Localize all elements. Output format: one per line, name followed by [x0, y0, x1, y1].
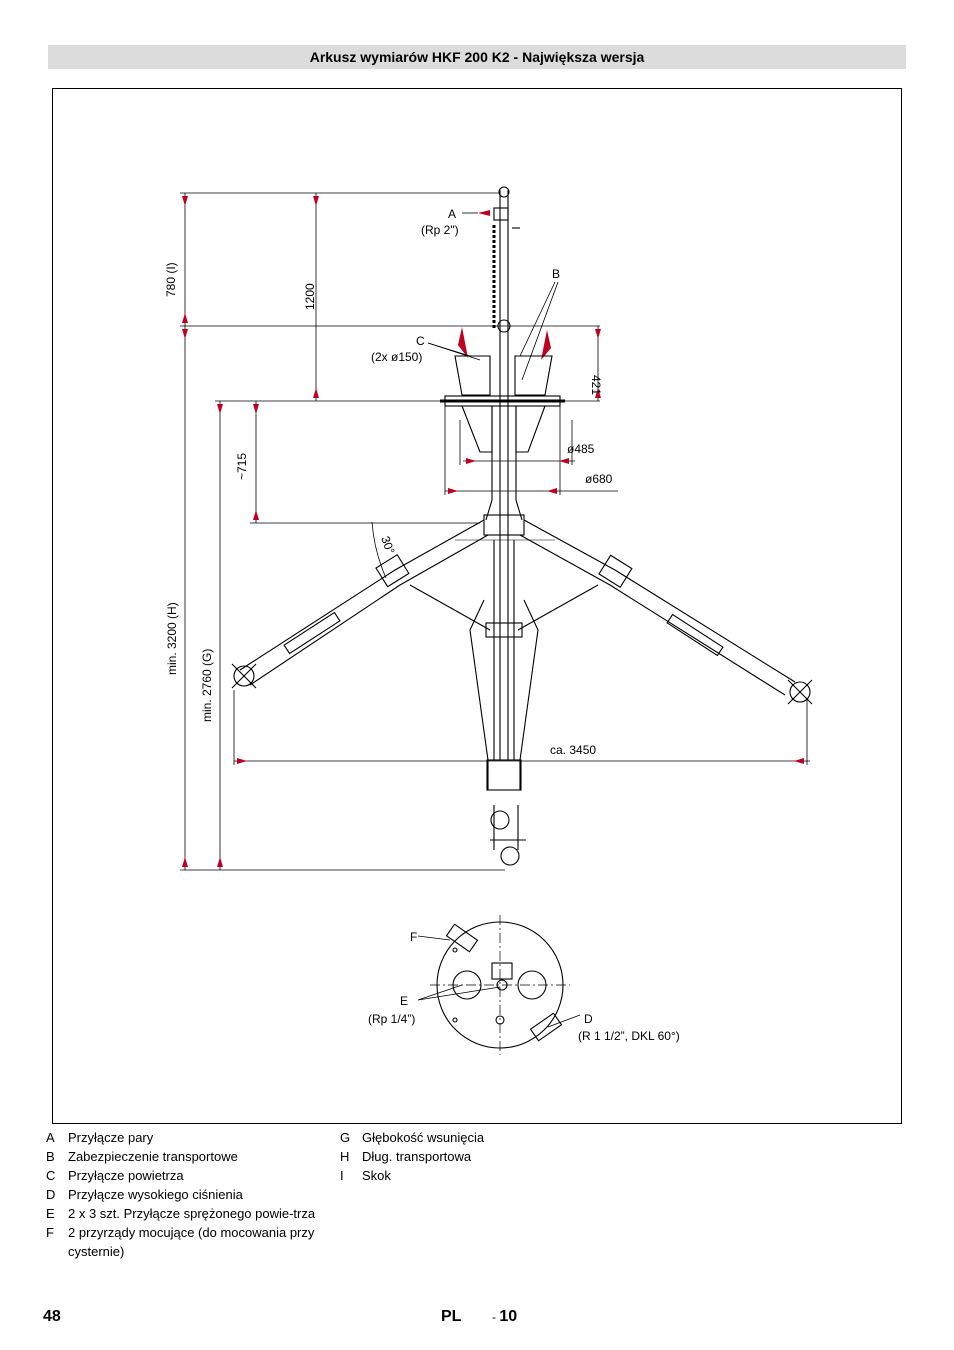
legend-item	[340, 1128, 617, 1147]
page-number: 48	[43, 1308, 61, 1325]
legend-item	[46, 1223, 323, 1261]
legend-text: 2 x 3 szt. Przyłącze sprężonego powie-trza	[68, 1206, 316, 1221]
dim-715: ~715	[235, 452, 249, 480]
machine-drawing	[232, 187, 812, 865]
label-B: B	[552, 267, 561, 281]
legend-text: Skok	[362, 1168, 391, 1183]
dim-421: 421	[589, 375, 603, 396]
legend-key: E	[46, 1206, 55, 1221]
dim-680: ø680	[585, 472, 613, 486]
dim-2760: min. 2760 (G)	[200, 648, 214, 722]
legend-item	[46, 1128, 323, 1147]
dimension-lines	[180, 193, 810, 870]
legend-item	[46, 1147, 323, 1166]
legend-key: H	[340, 1149, 350, 1164]
legend-key: F	[46, 1225, 54, 1240]
label-E: E	[400, 994, 409, 1008]
label-C: C	[416, 334, 425, 348]
label-D-sub: (R 1 1/2”, DKL 60°)	[578, 1029, 680, 1043]
legend-text: Dług. transportowa	[362, 1149, 472, 1164]
legend-key: G	[340, 1130, 351, 1145]
legend-text: Głębokość wsunięcia	[362, 1130, 485, 1145]
label-C-sub: (2x ø150)	[371, 350, 423, 364]
label-A-sub: (Rp 2")	[421, 223, 459, 237]
label-D: D	[584, 1012, 593, 1026]
legend-item	[46, 1185, 323, 1204]
legend-item	[46, 1166, 323, 1185]
legend-item	[340, 1166, 617, 1185]
page-title: Arkusz wymiarów HKF 200 K2 - Największa wersja	[48, 45, 906, 69]
dim-3450: ca. 3450	[550, 743, 597, 757]
legend-item	[340, 1147, 617, 1166]
label-A: A	[448, 207, 457, 221]
dim-1200: 1200	[303, 283, 317, 310]
legend-text: Przyłącze wysokiego ciśnienia	[68, 1187, 243, 1202]
legend-key: A	[46, 1130, 55, 1145]
legend-key: C	[46, 1168, 56, 1183]
legend-text: Zabezpieczenie transportowe	[68, 1149, 238, 1164]
dim-angle: 30°	[378, 534, 398, 557]
label-E-sub: (Rp 1/4”)	[368, 1012, 416, 1026]
legend-key: I	[340, 1168, 344, 1183]
legend-right	[340, 1128, 617, 1185]
label-F: F	[410, 930, 418, 944]
legend-text: 2 przyrządy mocujące (do mocowania przy cysternie)	[68, 1225, 315, 1259]
legend-key: D	[46, 1187, 56, 1202]
section-prefix: -	[492, 1310, 500, 1324]
top-view	[418, 915, 580, 1055]
legend-text: Przyłącze powietrza	[68, 1168, 184, 1183]
legend-item	[46, 1204, 323, 1223]
dim-485: ø485	[567, 442, 595, 456]
section-number	[492, 1308, 517, 1326]
legend-text: Przyłącze pary	[68, 1130, 154, 1145]
language-code: PL	[441, 1308, 462, 1325]
dim-3200: min. 3200 (H)	[165, 602, 179, 675]
legend-key: B	[46, 1149, 55, 1164]
section-value: 10	[499, 1308, 518, 1325]
legend-left	[46, 1128, 323, 1261]
dim-780: 780 (I)	[164, 262, 178, 297]
